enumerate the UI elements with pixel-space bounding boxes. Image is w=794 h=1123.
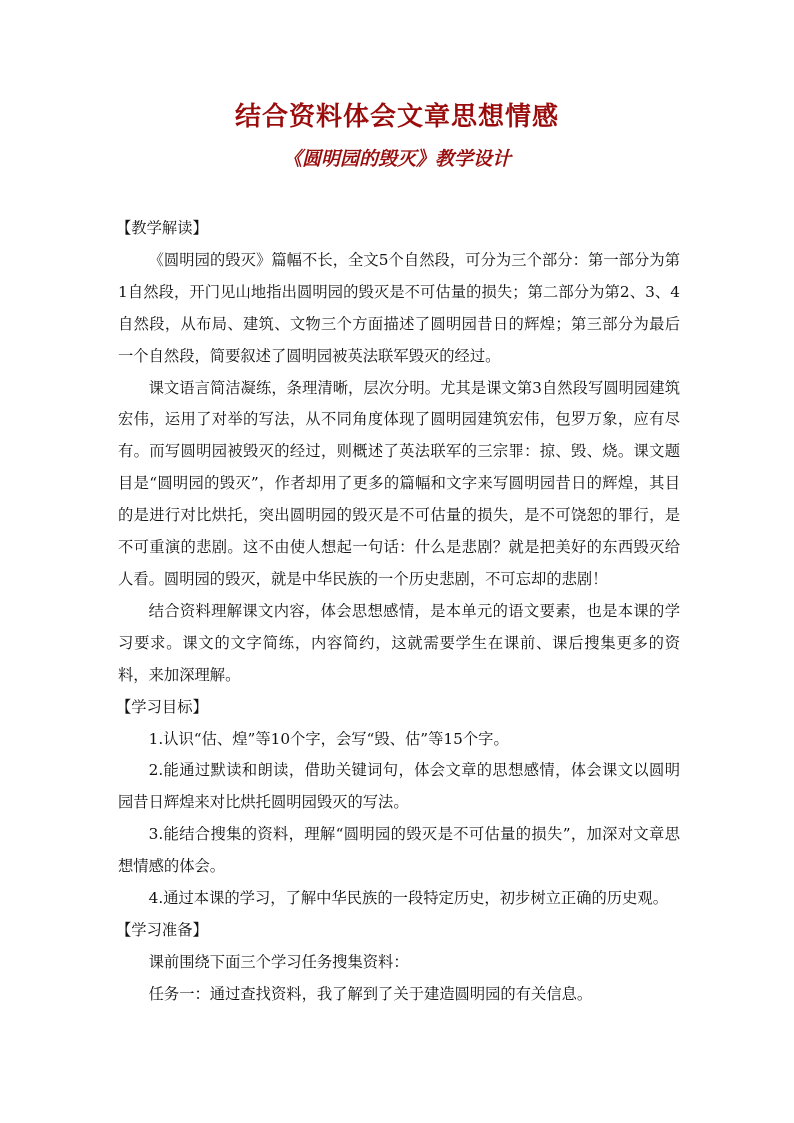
section-heading: 【学习目标】 [116, 697, 208, 716]
paragraph: 《圆明园的毁灭》篇幅不长，全文5个自然段，可分为三个部分：第一部分为第1自然段，开门见山地指出圆明园的毁灭是不可估量的损失；第二部分为第2、3、4自然段，从布局、建筑、文物三个方面描述了圆明园昔日的辉煌；第三部分为最后一个自然段，简要叙述了圆明园被英法联军毁灭的经过。 [118, 250, 680, 365]
paragraph: 任务一：通过查找资料，我了解到了关于建造圆明园的有关信息。 [148, 984, 593, 1003]
section-heading: 【教学解读】 [116, 219, 208, 237]
section-heading: 【学习准备】 [116, 920, 208, 939]
objective-item: 4.通过本课的学习，了解中华民族的一段特定历史，初步树立正确的历史观。 [148, 889, 668, 908]
section-learning-objectives [118, 692, 680, 915]
paragraph: 课文语言简洁凝练，条理清晰，层次分明。尤其是课文第3自然段写圆明园建筑宏伟，运用了对举的写法，从不同角度体现了圆明园建筑宏伟，包罗万象，应有尽有。而写圆明园被毁灭的经过，则概述了英法联军的三宗罪：掠、毁、烧。课文题目是“圆明园的毁灭”，作者却用了更多的篇幅和文字来写圆明园昔日的辉煌，其目的是进行对比烘托，突出圆明园的毁灭是不可估量的损失，是不可饶恕的罪行，是不可重演的悲剧。这不由使人想起一句话：什么是悲剧？就是把美好的东西毁灭给人看。圆明园的毁灭，就是中华民族的一个历史悲剧，不可忘却的悲剧！ [118, 378, 680, 588]
document-title: 结合资料体会文章思想情感 [234, 102, 559, 132]
objective-item: 1.认识“估、煌”等10个字，会写“毁、估”等15个字。 [148, 729, 509, 748]
document-body [118, 213, 680, 1011]
objective-item: 3.能结合搜集的资料，理解“圆明园的毁灭是不可估量的损失”，加深对文章思想情感的体会。 [118, 825, 680, 876]
section-learning-preparation [118, 915, 680, 1011]
paragraph: 结合资料理解课文内容，体会思想感情，是本单元的语文要素，也是本课的学习要求。课文的文字简练，内容简约，这就需要学生在课前、课后搜集更多的资料，来加深理解。 [118, 601, 680, 684]
document-subtitle: 《圆明园的毁灭》教学设计 [282, 148, 511, 170]
section-teaching-interpretation [118, 213, 680, 692]
paragraph: 课前围绕下面三个学习任务搜集资料： [148, 952, 409, 971]
objective-item: 2.能通过默读和朗读，借助关键词句，体会文章的思想感情，体会课文以圆明园昔日辉煌来对比烘托圆明园毁灭的写法。 [118, 761, 680, 812]
